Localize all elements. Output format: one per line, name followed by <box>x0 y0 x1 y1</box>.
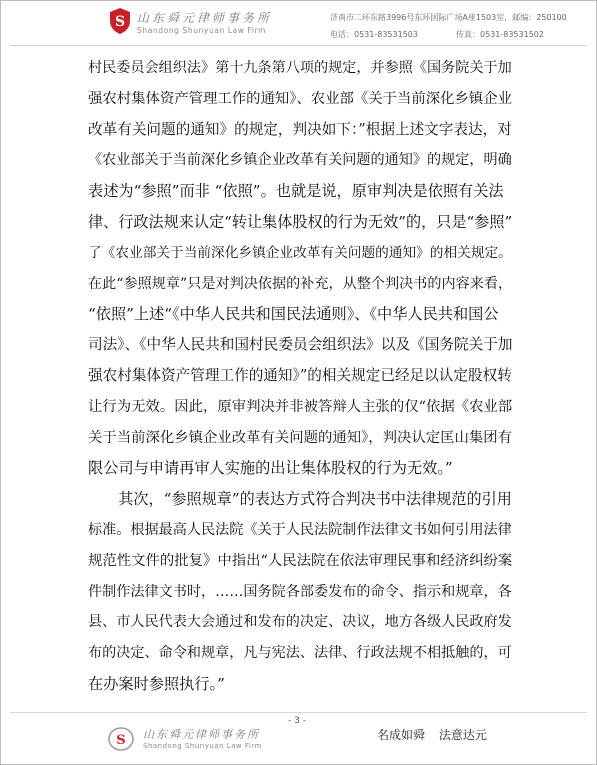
body-text-line: 布的决定、命令和规章，凡与宪法、法律、行政法规不相抵触的，可 <box>88 645 512 662</box>
body-text-line: 《农业部关于当前深化乡镇企业改革有关问题的通知》的规定，明确 <box>88 152 512 169</box>
header-firm-name-cn: 山东舜元律师事务所 <box>137 11 273 25</box>
body-text-line: 表述为“参照”而非 “依照”。也就是说，原审判决是依照有关法 <box>88 182 504 201</box>
body-text-line: 律、行政法规来认定“转让集体股权的行为无效”的，只是“参照” <box>88 212 513 231</box>
body-text-line: 在办案时参照执行。” <box>88 674 225 693</box>
body-text-line: 限公司与申请再审人实施的出让集体股权的行为无效。” <box>88 459 453 478</box>
svg-text:S: S <box>114 14 126 30</box>
body-text-line: 关于当前深化乡镇企业改革有关问题的通知》，判决认定匡山集团有 <box>88 429 513 446</box>
header-address: 济南市二环东路3996号东环国际广场A座1503室，邮编：250100 <box>330 13 567 22</box>
letterhead <box>0 0 597 44</box>
body-text-line: 件制作法律文书时，……国务院各部委发布的命令、指示和规章，各 <box>88 583 512 600</box>
body-text-line: 让行为无效。因此，原审判决并非被答辩人主张的仅“依据《农业部 <box>88 398 513 415</box>
footer-firm-name-en: Shandong Shunyuan Law Firm <box>143 742 262 750</box>
header-fax: 传真：0531-83531502 <box>456 30 544 39</box>
footer-logo-icon <box>107 726 135 752</box>
firm-logo-icon <box>108 7 132 35</box>
footer-motto: 名成如舜 法意达元 <box>377 728 487 742</box>
body-text-line: 强农村集体资产管理工作的通知》、农业部《关于当前深化乡镇企业 <box>88 90 513 107</box>
footer-divider <box>10 712 587 713</box>
page-number: - 3 - <box>288 716 306 726</box>
svg-text:S: S <box>116 733 126 748</box>
document-body <box>88 53 512 700</box>
body-text-line: 标准。根据最高人民法院《关于人民法院制作法律文书如何引用法律 <box>88 521 512 538</box>
header-phone: 电话：0531-83531503 <box>330 30 418 39</box>
header-firm-name-en: Shandong Shunyuan Law Firm <box>137 26 267 35</box>
body-text-line: “依照”上述“《中华人民共和国民法通则》、《中华人民共和国公 <box>88 305 499 324</box>
body-text-line: 在此“参照规章”只是对判决依据的补充，从整个判决书的内容来看， <box>88 275 513 292</box>
body-text-line: 规范性文件的批复》中指出“人民法院在依法审理民事和经济纠纷案 <box>88 552 513 569</box>
header-divider <box>10 45 587 46</box>
body-text-line: 村民委员会组织法》第十九条第八项的规定，并参照《国务院关于加 <box>88 60 512 76</box>
body-text-line: 司法》、《中华人民共和国村民委员会组织法》以及《国务院关于加 <box>88 336 513 354</box>
body-text-line: 强农村集体资产管理工作的通知》”的相关规定已经足以认定股权转 <box>88 366 512 384</box>
footer-firm-name-cn: 山东舜元律师事务所 <box>143 728 260 741</box>
body-text-line: 改革有关问题的通知》的规定，判决如下：”根据上述文字表达，对 <box>88 120 512 138</box>
body-text-line: 县、市人民代表大会通过和发布的决定、决议，地方各级人民政府发 <box>88 614 512 631</box>
body-text-line: 了《农业部关于当前深化乡镇企业改革有关问题的通知》的相关规定。 <box>88 244 512 261</box>
body-text-line: 其次，“参照规章”的表达方式符合判决书中法律规范的引用 <box>88 490 512 509</box>
